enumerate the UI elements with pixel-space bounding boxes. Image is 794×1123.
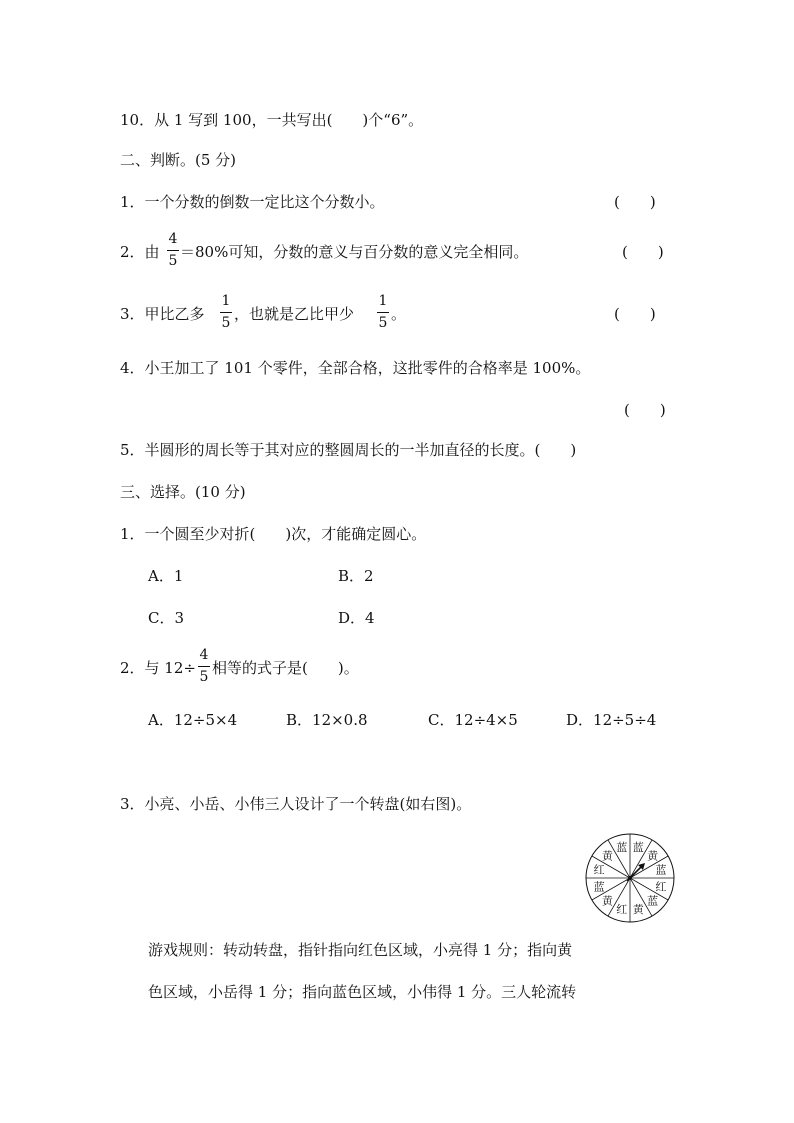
fraction-bar [198, 666, 210, 667]
fraction-denominator: 5 [168, 253, 178, 269]
judge-item-3-pre: 3．甲比乙多 [120, 305, 205, 323]
judge-item-5: 5．半圆形的周长等于其对应的整圆周长的一半加直径的长度。( ) [120, 441, 577, 459]
wheel-sector-label: 蓝 [647, 894, 659, 908]
choice-q2-option-a: A．12÷5×4 [148, 711, 238, 729]
game-rules-line-2: 色区域，小岳得 1 分；指向蓝色区域，小伟得 1 分。三人轮流转 [148, 983, 577, 1001]
choice-q1-option-b: B．2 [338, 567, 374, 585]
fraction-denominator: 5 [221, 315, 231, 331]
fraction-numerator: 4 [168, 231, 178, 247]
choice-q1-option-d: D．4 [338, 609, 375, 627]
fraction-four-fifths [167, 231, 179, 271]
wheel-sector-label: 蓝 [632, 841, 644, 855]
judge-item-1-answer-blank: ( ) [614, 193, 656, 211]
fraction-denominator: 5 [199, 669, 209, 685]
wheel-sector-label: 黄 [601, 849, 613, 863]
judge-item-4: 4．小王加工了 101 个零件，全部合格，这批零件的合格率是 100%。 [120, 359, 591, 377]
choice-q1-option-a: A．1 [148, 567, 184, 585]
wheel-sector-label: 红 [616, 902, 628, 916]
wheel-hub [628, 876, 632, 880]
choice-q2-option-c: C．12÷4×5 [428, 711, 518, 729]
judge-item-3-mid: ，也就是乙比甲少 [234, 305, 355, 323]
fraction-bar [377, 312, 389, 313]
game-rules-line-1: 游戏规则：转动转盘，指针指向红色区域，小亮得 1 分；指向黄 [148, 941, 573, 959]
wheel-sector-label: 蓝 [655, 863, 667, 877]
choice-q2-option-d: D．12÷5÷4 [566, 711, 657, 729]
fraction-numerator: 1 [378, 293, 388, 309]
fraction-bar [167, 250, 179, 251]
wheel-sector-label: 黄 [632, 902, 644, 916]
choice-q3: 3．小亮、小岳、小伟三人设计了一个转盘(如右图)。 [120, 795, 472, 813]
fraction-bar [220, 312, 232, 313]
fraction-numerator: 4 [199, 647, 209, 663]
wheel-sector-label: 红 [593, 863, 605, 877]
choice-q2-post: 相等的式子是( )。 [212, 659, 359, 677]
choice-q2-pre: 2．与 12÷ [120, 659, 196, 677]
fraction-one-fifth-2 [377, 293, 389, 333]
wheel-sector-label: 红 [655, 880, 667, 894]
judge-item-4-answer-blank: ( ) [624, 401, 666, 419]
choice-q1: 1．一个圆至少对折( )次，才能确定圆心。 [120, 525, 427, 543]
spinner-wheel [584, 832, 676, 924]
choice-q2-option-b: B．12×0.8 [286, 711, 368, 729]
judge-item-3-post: 。 [391, 305, 407, 323]
fraction-one-fifth [220, 293, 232, 333]
fraction-denominator: 5 [378, 315, 388, 331]
judge-item-1: 1．一个分数的倒数一定比这个分数小。 [120, 193, 385, 211]
judge-item-2-post: ＝80%可知，分数的意义与百分数的意义完全相同。 [180, 243, 529, 261]
wheel-sector-label: 蓝 [593, 880, 605, 894]
wheel-sector-label: 黄 [647, 849, 659, 863]
judge-item-2-answer-blank: ( ) [622, 243, 664, 261]
fraction-four-fifths-2 [198, 647, 210, 687]
fraction-numerator: 1 [221, 293, 231, 309]
question-10: 10．从 1 写到 100，一共写出( )个“6”。 [120, 111, 424, 129]
choice-q1-option-c: C．3 [148, 609, 185, 627]
section-2-title: 二、判断。(5 分) [120, 151, 237, 169]
judge-item-3-answer-blank: ( ) [614, 305, 656, 323]
wheel-sector-label: 黄 [601, 894, 613, 908]
judge-item-2-pre: 2．由 [120, 243, 160, 261]
section-3-title: 三、选择。(10 分) [120, 483, 246, 501]
wheel-sector-label: 蓝 [616, 841, 628, 855]
